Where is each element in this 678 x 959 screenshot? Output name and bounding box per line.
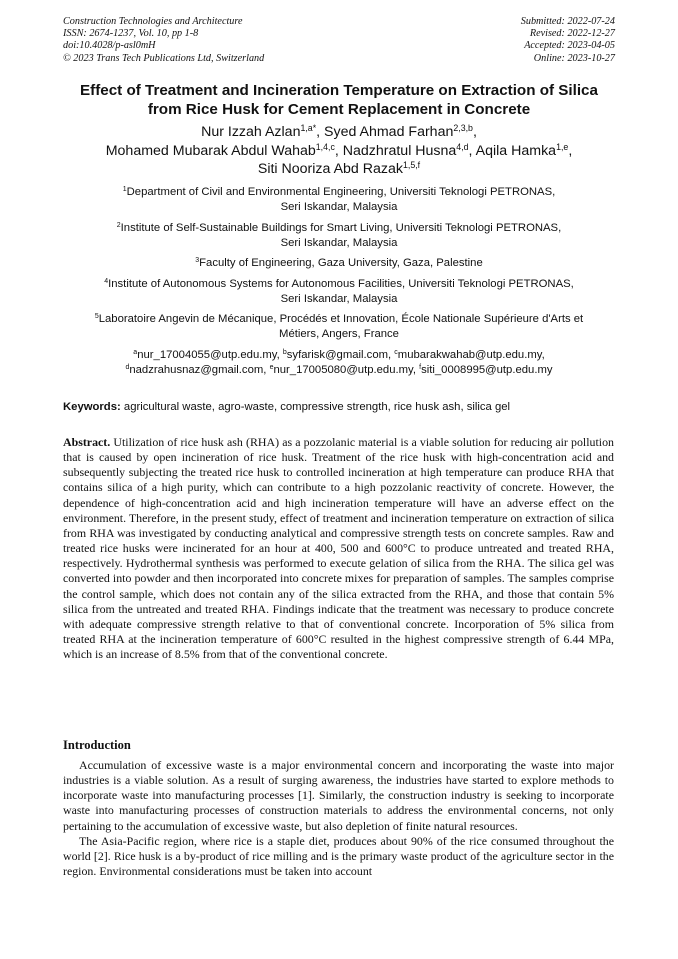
email-link[interactable]: siti_0008995@utp.edu.my (421, 363, 553, 376)
affiliation-sup: 2 (116, 221, 121, 229)
affiliation-sup: 4 (104, 277, 109, 285)
affiliation-sup: 5 (94, 313, 99, 321)
journal-doi: doi:10.4028/p-asl0mH (63, 40, 156, 52)
email-link[interactable]: nur_17005080@utp.edu.my (273, 363, 413, 376)
author-affil-sup: 1,a* (300, 123, 317, 134)
email-sup: b (282, 349, 287, 357)
date-submitted: Submitted: 2022-07-24 (520, 16, 615, 27)
introduction-body (63, 758, 614, 879)
journal-info (63, 16, 264, 65)
affiliation-2 (40, 221, 638, 251)
abstract (63, 435, 614, 662)
author-name: Mohamed Mubarak Abdul Wahab (105, 142, 316, 159)
affiliation-5 (40, 312, 638, 342)
author-sep: , (334, 142, 343, 159)
author-name: Syed Ahmad Farhan (324, 124, 454, 140)
abstract-text: Utilization of rice husk ash (RHA) as a pozzolanic material is a viable solution for reducing air pollution that is caused by open incineration of rice husk. Treatment of the rice husk with high-concentration acid and subsequently subjecting the treated rice husk to controlled incineration at high temperature can produce RHA that contains silica of a high purity, which can contribute to a high pozzolanic reactivity of concrete. However, the dependence of high-concentration acid and high incineration temperature will have an adverse effect on the environment. Therefore, in the present study, effect of treatment and incineration temperature on extraction of silica from RHA was investigated by conducting analytical and compressive strength tests on concrete samples. Raw and treated rice husks were incinerated for an hour at 400, 500 and 600°C to produce untreated and treated RHA, respectively. Hydrothermal synthesis was performed to execute gelation of silica from the RHA. The silica gel was converted into powder and then incorporated into concrete mixes for preparation of samples. The samples comprise the control sample, which does not contain any of the silica extracted from the RHA, and those that contain 5% silica from the untreated and treated RHA. Findings indicate that the treatment was necessary to produce concrete with adequate compressive strength relative to that of conventional concrete. Incorporation of 5% silica from treated RHA at the incineration temperature of 600°C resulted in the highest compressive strength of 6.44 MPa, which is an increase of 8.5% from that of the conventional concrete. (63, 435, 614, 662)
date-online: Online: 2023-10-27 (533, 52, 615, 64)
keywords (63, 400, 615, 415)
paper-title (40, 81, 638, 119)
email-sup: e (269, 364, 274, 372)
date-accepted: Accepted: 2023-04-05 (524, 40, 615, 52)
affiliation-1 (40, 185, 638, 215)
affiliation-text: Laboratoire Angevin de Mécanique, Procédés et Innovation, École Nationale Supérieure d'Arts et (98, 313, 584, 326)
author-affil-sup: 4,d (456, 141, 469, 152)
email-sup: c (394, 349, 398, 357)
affiliation-4 (40, 277, 638, 307)
author-affil-sup: 1,e (556, 141, 569, 152)
affiliation-text: Institute of Self-Sustainable Buildings for Smart Living, Universiti Teknologi PETRONAS, (120, 221, 562, 234)
author-name: Aqila Hamka (475, 142, 557, 159)
email-link[interactable]: mubarakwahab@utp.edu.my (397, 348, 542, 361)
author-name: Nur Izzah Azlan (201, 124, 301, 140)
author-sep: , (316, 124, 325, 140)
title-line-2: from Rice Husk for Cement Replacement in Concrete (147, 101, 531, 118)
author-sep: , (468, 142, 476, 159)
title-line-1: Effect of Treatment and Incineration Temperature on Extraction of Silica (80, 82, 598, 99)
author-line-3 (40, 160, 638, 179)
author-name: Siti Nooriza Abd Razak (257, 161, 403, 177)
keywords-text: agricultural waste, agro-waste, compressive strength, rice husk ash, silica gel (123, 401, 511, 413)
intro-paragraph-1: Accumulation of excessive waste is a major environmental concern and incorporating the waste into major industries is a viable solution. As a result of surging awareness, the industries have started to explore methods to incorporate waste into manufacturing processes [1]. Similarly, the construction industry is seeking to incorporate waste into manufacturing processes of construction materials to address the environmental concerns, not only pertaining to the accumulation of excessive waste, but also depletion of finite natural resources. (63, 758, 614, 833)
abstract-label: Abstract. (63, 435, 111, 449)
email-sup: d (125, 364, 130, 372)
affiliation-location: Seri Iskandar, Malaysia (280, 201, 398, 213)
affiliation-location: Seri Iskandar, Malaysia (280, 292, 398, 305)
author-list (40, 123, 638, 179)
author-emails (40, 348, 638, 378)
author-affil-sup: 1,5,f (402, 160, 421, 171)
author-affil-sup: 2,3,b (453, 123, 473, 134)
author-sep: , (568, 142, 573, 159)
affiliation-line (40, 221, 638, 236)
email-link[interactable]: nur_17004055@utp.edu.my (137, 348, 277, 361)
email-sup: a (133, 349, 138, 357)
affiliation-3 (40, 256, 638, 271)
author-line-2 (40, 142, 638, 161)
email-line-1: $^a$nur_17004055@utp.edu.my, $^b$syfarisk@gmail.com, $^c$mubarakwahab@utp.edu.my, (133, 348, 545, 361)
affiliation-line (40, 312, 638, 327)
email-link[interactable]: nadzrahusnaz@gmail.com (129, 363, 264, 376)
author-affil-sup: 1,4,c (315, 141, 335, 152)
email-sup: f (419, 364, 422, 372)
keywords-label: Keywords: (63, 401, 121, 413)
journal-issn: ISSN: 2674-1237, Vol. 10, pp 1-8 (63, 28, 199, 40)
intro-paragraph-2: The Asia-Pacific region, where rice is a staple diet, produces about 90% of the rice consumed throughout the world [2]. Rice husk is a by-product of rice milling and is the primary waste product of the agriculture sector in the region. Environmental considerations must be taken into account (63, 833, 614, 879)
affiliation-text: Faculty of Engineering, Gaza University, Gaza, Palestine (199, 257, 483, 270)
affiliation-line (40, 256, 638, 271)
section-heading-introduction: Introduction (63, 738, 131, 752)
author-line-1 (40, 123, 638, 142)
submission-dates (521, 16, 615, 65)
email-line-2: $^d$nadzrahusnaz@gmail.com, $^e$nur_17005080@utp.edu.my, $^f$siti_0008995@utp.edu.my (125, 363, 553, 376)
journal-header (63, 16, 615, 65)
affiliation-sup: 3 (195, 257, 200, 265)
affiliation-text: Department of Civil and Environmental Engineering, Universiti Teknologi PETRONAS, (126, 186, 556, 198)
date-revised: Revised: 2022-12-27 (529, 28, 615, 40)
author-sep: , (472, 124, 477, 140)
affiliation-location: Métiers, Angers, France (279, 328, 399, 341)
author-name: Nadzhratul Husna (342, 142, 457, 159)
affiliation-text: Institute of Autonomous Systems for Autonomous Facilities, Universiti Teknologi PETRONAS, (108, 277, 574, 290)
journal-name: Construction Technologies and Architecture (63, 16, 243, 27)
affiliation-sup: 1 (122, 186, 127, 194)
affiliations (40, 185, 638, 378)
affiliation-location: Seri Iskandar, Malaysia (280, 236, 398, 249)
journal-copyright: © 2023 Trans Tech Publications Ltd, Switzerland (63, 52, 265, 64)
affiliation-line (40, 185, 638, 200)
affiliation-line (40, 277, 638, 292)
email-link[interactable]: syfarisk@gmail.com (286, 348, 389, 361)
